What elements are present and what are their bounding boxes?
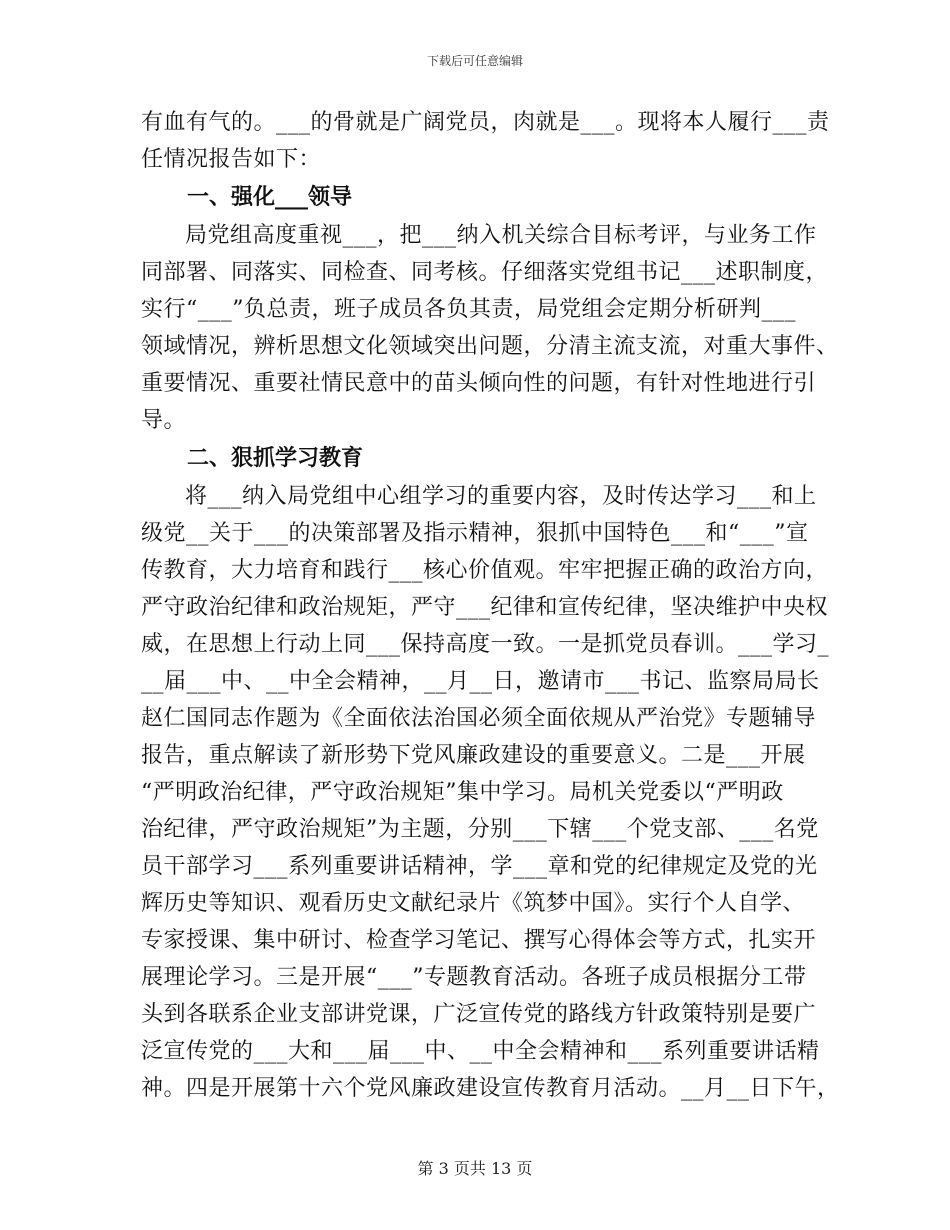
text-line: __届___中、__中全会精神，__月__日，邀请市___书记、监察局局长 (141, 669, 820, 694)
text-line: 威，在思想上行动上同___保持高度一致。一是抓党员春训。___学习_ (141, 632, 830, 657)
text-line: 将___纳入局党组中心组学习的重要内容，及时传达学习___和上 (185, 484, 817, 509)
text-line: 导。 (141, 408, 187, 433)
text-line: 严守政治纪律和政治规矩，严守___纪律和宣传纪律，坚决维护中央权 (141, 595, 829, 620)
text-line: 领域情况，辨析思想文化领域突出问题，分清主流支流，对重大事件、 (141, 334, 839, 359)
text-line: 神。四是开展第十六个党风廉政建设宣传教育月活动。__月__日下午， (141, 1076, 840, 1101)
section-heading-1: 一、强化___领导 (187, 184, 353, 210)
section-heading-2: 二、狠抓学习教育 (187, 445, 364, 471)
text-line: 员干部学习___系列重要讲话精神，学___章和党的纪律规定及党的光 (141, 854, 818, 879)
text-line: 实行“___”负总责，班子成员各负其责，局党组会定期分析研判___ (141, 297, 796, 322)
text-line: 有血有气的。___的骨就是广阔党员，肉就是___。现将本人履行___责 (141, 110, 830, 135)
document-body (141, 104, 840, 1107)
text-line: 传教育，大力培育和践行___核心价值观。牢牢把握正确的政治方向， (141, 558, 829, 583)
text-line: “严明政治纪律，严守政治规矩”集中学习。局机关党委以“严明政 (141, 780, 784, 805)
page-header: 下载后可任意编辑 (426, 54, 523, 68)
text-line: 专家授课、集中研讨、检查学习笔记、撰写心得体会等方式，扎实开 (141, 928, 817, 953)
text-line: 局党组高度重视___，把___纳入机关综合目标考评，与业务工作 (185, 223, 817, 248)
text-line: 任情况报告如下： (141, 147, 322, 172)
text-line: 同部署、同落实、同检查、同考核。仔细落实党组书记___述职制度， (141, 260, 829, 285)
text-line: 展理论学习。三是开展“___”专题教育活动。各班子成员根据分工带 (141, 965, 807, 990)
text-line: 头到各联系企业支部讲党课，广泛宣传党的路线方针政策特别是要广 (141, 1002, 817, 1027)
text-line: 治纪律，严守政治规矩”为主题，分别___下辖___个党支部、___名党 (141, 817, 819, 842)
text-line: 赵仁国同志作题为《全面依法治国必须全面依规从严治党》专题辅导 (141, 706, 817, 731)
text-line: 泛宣传党的___大和___届___中、__中全会精神和___系列重要讲话精 (141, 1039, 820, 1064)
page-footer: 第 3 页共 13 页 (417, 1159, 533, 1178)
text-line: 级党__关于___的决策部署及指示精神，狠抓中国特色___和“___”宣 (141, 521, 809, 546)
text-line: 辉历史等知识、观看历史文献纪录片《筑梦中国》。实行个人自学、 (141, 891, 806, 916)
text-line: 报告，重点解读了新形势下党风廉政建设的重要意义。二是___开展 (141, 743, 806, 768)
text-line: 重要情况、重要社情民意中的苗头倾向性的问题，有针对性地进行引 (141, 371, 817, 396)
